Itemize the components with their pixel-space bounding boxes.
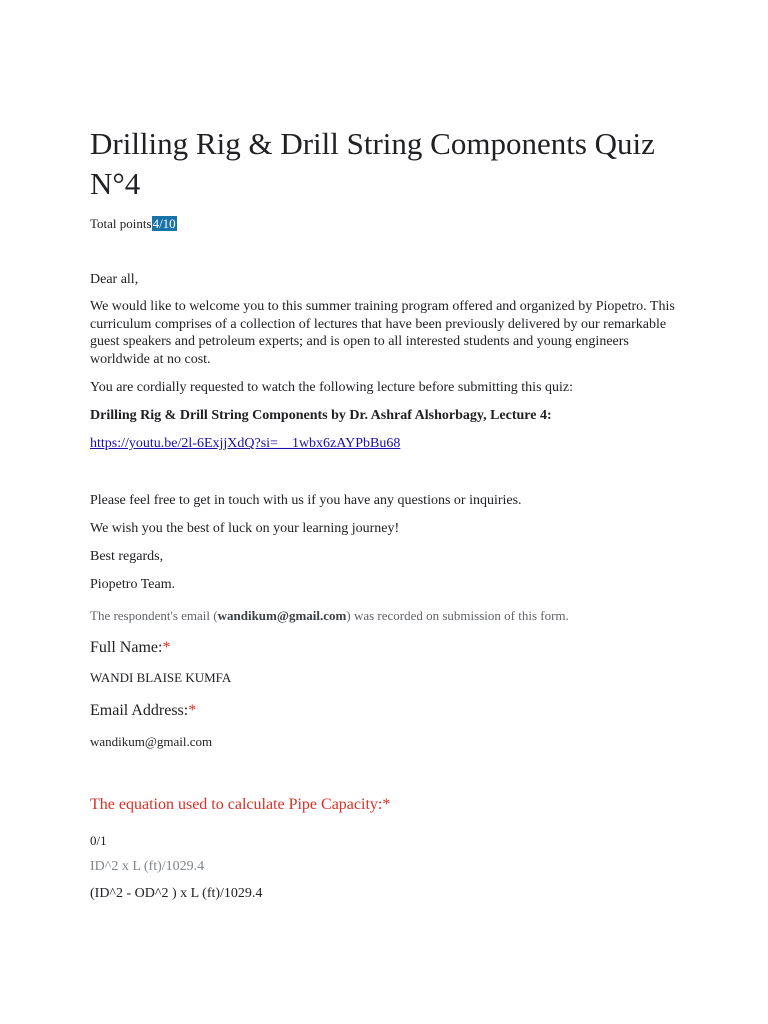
question-label: Full Name:	[90, 639, 163, 656]
total-points-label: Total points	[90, 216, 152, 231]
greeting-text: Dear all,	[90, 272, 139, 287]
question-score: 0/1	[90, 833, 107, 848]
regards-text: Best regards,	[90, 549, 164, 564]
request-text: You are cordially requested to watch the following lecture before submitting this quiz:	[90, 380, 574, 395]
required-mark: *	[382, 796, 391, 813]
question-email-address	[90, 701, 196, 721]
question-label: The equation used to calculate Pipe Capacity:	[90, 796, 383, 813]
respondent-suffix: ) was recorded on submission of this form.	[346, 608, 569, 623]
answer-full-name: WANDI BLAISE KUMFA	[90, 670, 232, 685]
lecture-link-line	[90, 435, 690, 453]
contact-text: Please feel free to get in touch with us if you have any questions or inquiries.	[90, 493, 522, 508]
answer-option: ID^2 x L (ft)/1029.4	[90, 859, 205, 874]
respondent-email-notice	[90, 607, 690, 625]
question-full-name	[90, 638, 170, 658]
quiz-title: Drilling Rig & Drill String Components Quiz N°4	[90, 126, 655, 201]
question-pipe-capacity	[90, 795, 390, 815]
question-label: Email Address:	[90, 702, 189, 719]
total-points-score: 4/10	[152, 216, 176, 231]
total-points	[90, 216, 177, 232]
required-mark: *	[188, 702, 197, 719]
lecture-link[interactable]: https://youtu.be/2l-6ExjjXdQ?si=__1wbx6zAYPbBu68	[90, 436, 401, 451]
wish-text: We wish you the best of luck on your learning journey!	[90, 521, 400, 536]
answer-email-address: wandikum@gmail.com	[90, 734, 213, 749]
lecture-title: Drilling Rig & Drill String Components by Dr. Ashraf Alshorbagy, Lecture 4:	[90, 408, 552, 423]
required-mark: *	[162, 639, 171, 656]
signature-text: Piopetro Team.	[90, 577, 176, 592]
welcome-text: We would like to welcome you to this summer training program offered and organized by Piopetro. This curriculum comprises of a collection of lectures that have been previously delivered by our remarkable guest speakers and petroleum experts; and is open to all interested students and young engineers worldwide at no cost.	[90, 299, 675, 367]
respondent-email: wandikum@gmail.com	[217, 608, 347, 623]
answer-option: (ID^2 - OD^2 ) x L (ft)/1029.4	[90, 886, 263, 901]
respondent-prefix: The respondent's email (	[90, 608, 218, 623]
